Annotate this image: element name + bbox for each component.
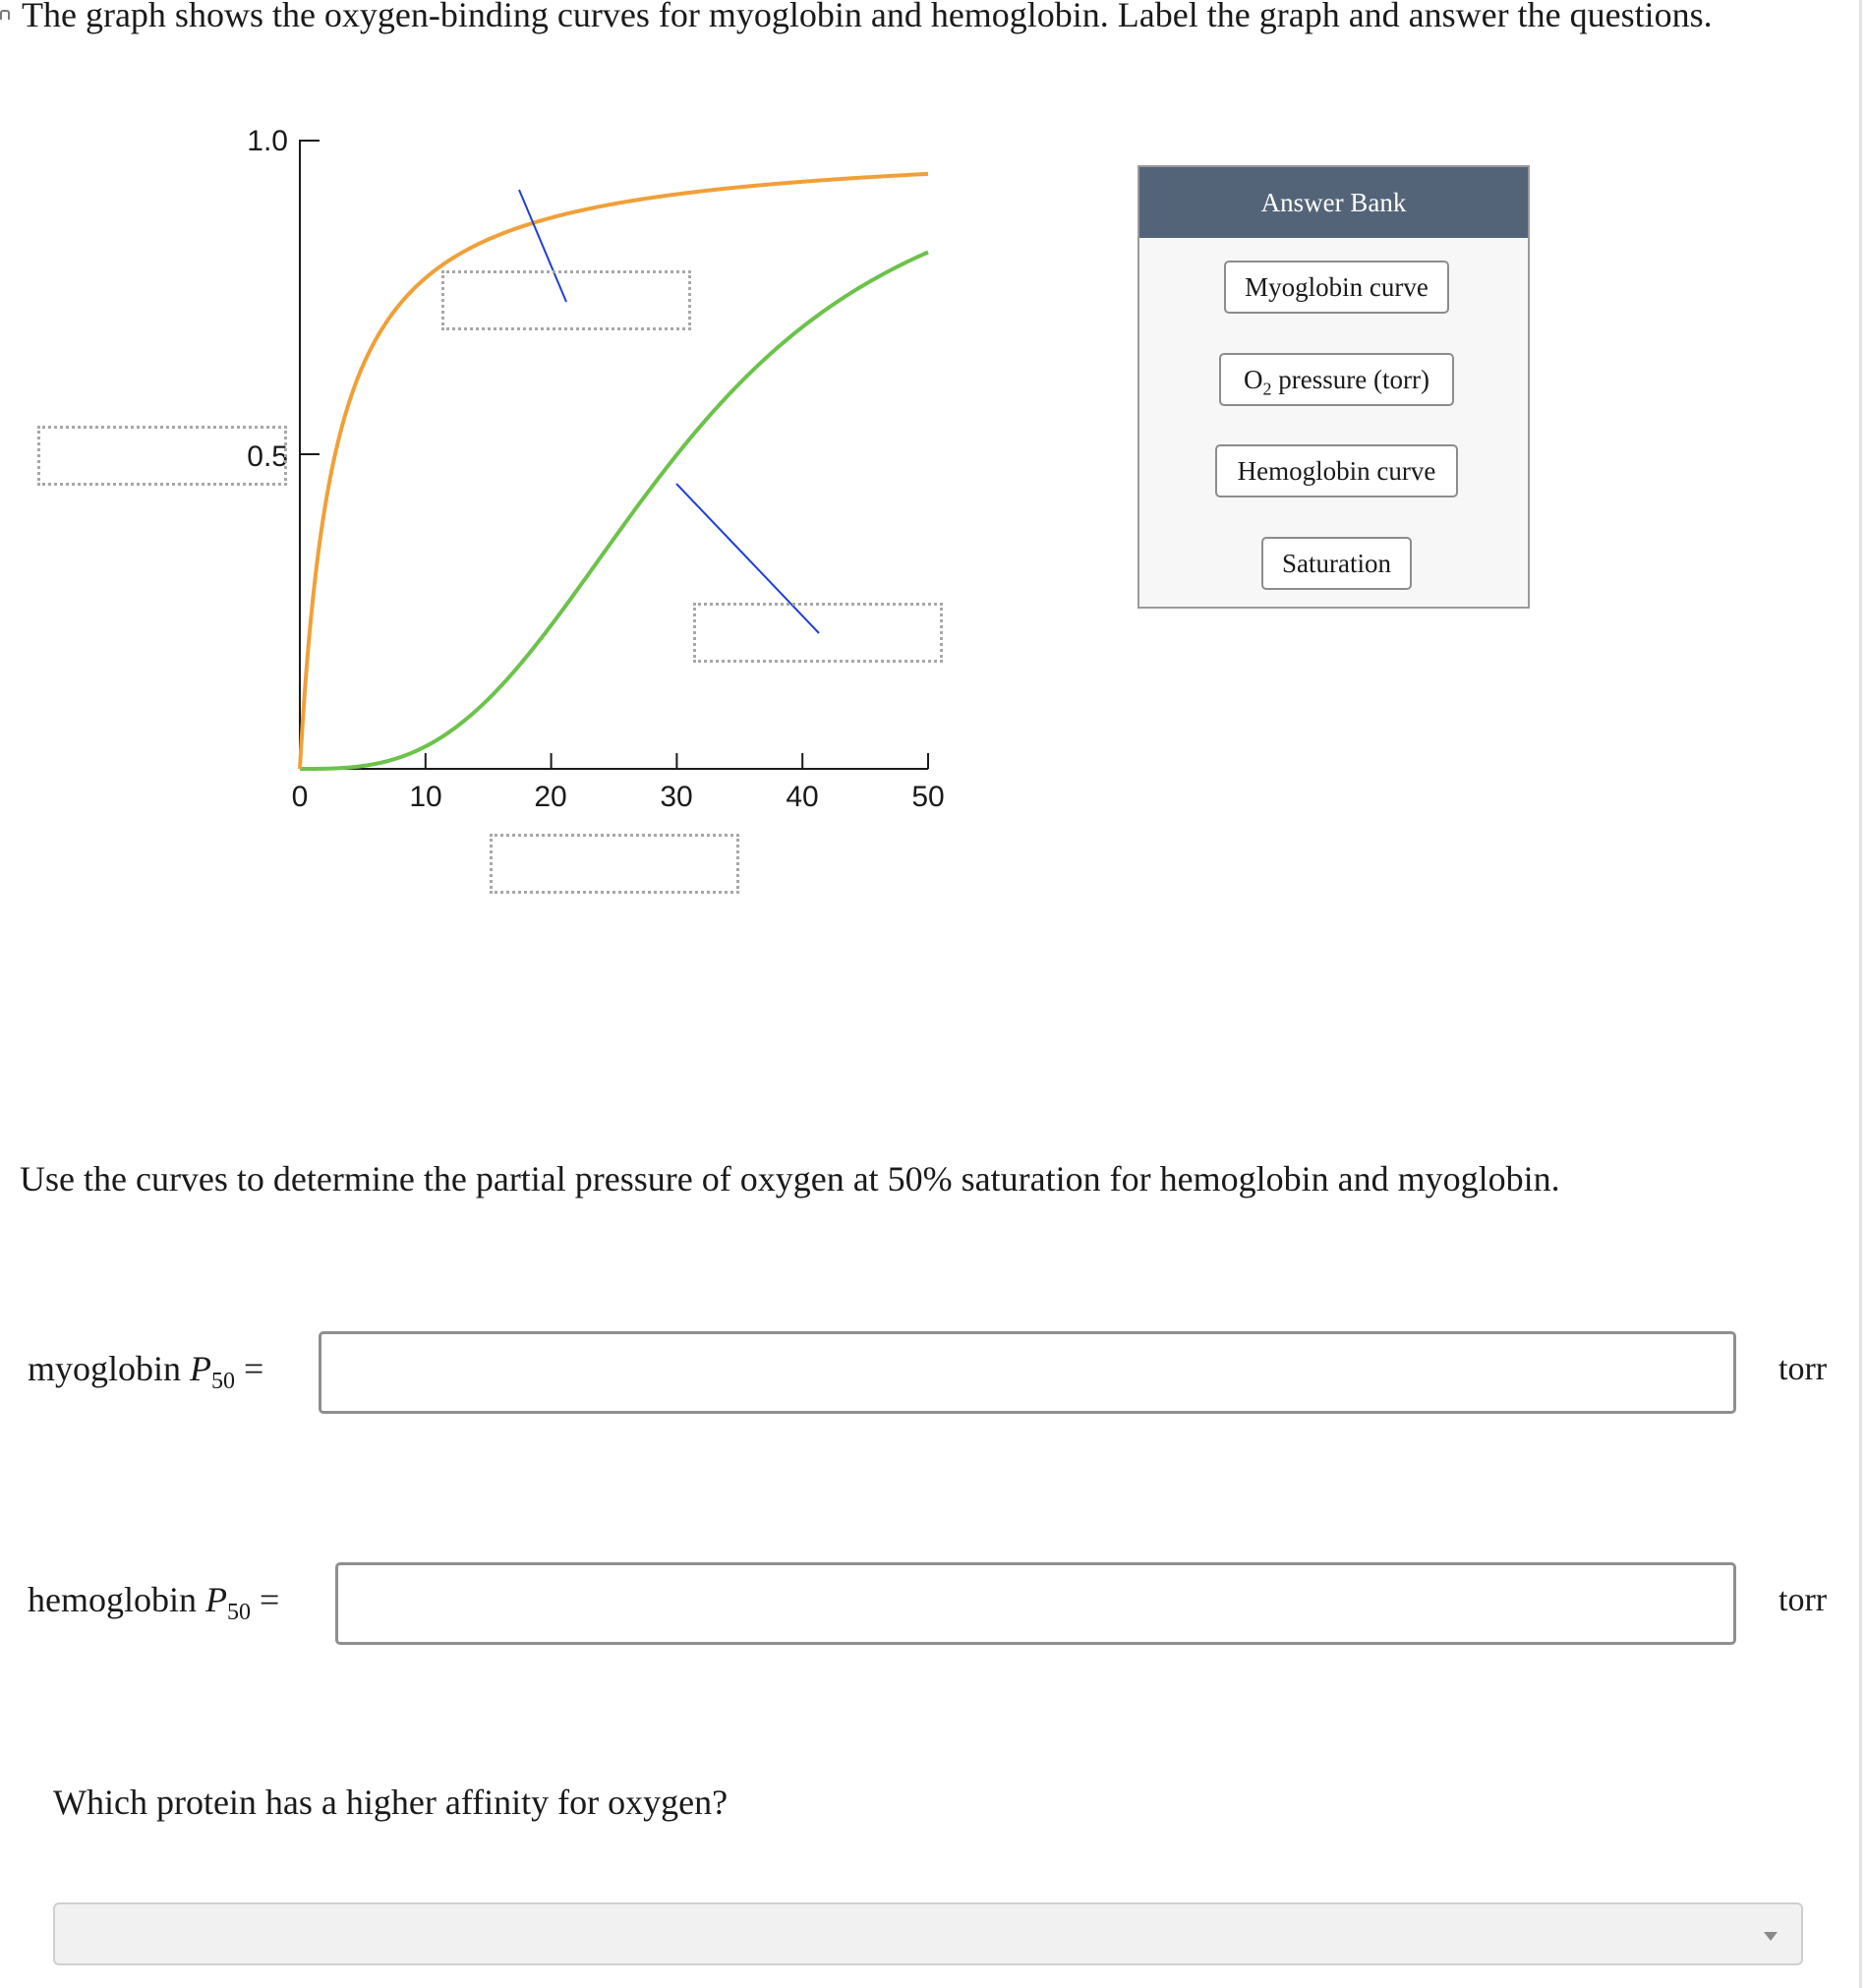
p50-eq: = — [235, 1349, 264, 1388]
x-tick-marks — [426, 753, 928, 769]
right-border — [1859, 0, 1862, 1988]
chip-label: Hemoglobin curve — [1237, 456, 1436, 486]
p50-eq: = — [250, 1580, 280, 1619]
y-tick-labels — [247, 125, 288, 473]
chip-label: pressure (torr) — [1271, 365, 1429, 394]
hemoglobin-p50-label — [28, 1579, 279, 1626]
affinity-select[interactable] — [53, 1902, 1803, 1965]
drop-target-myoglobin-curve[interactable] — [441, 270, 691, 330]
x-tick-label: 40 — [786, 781, 819, 813]
answer-bank-title: Answer Bank — [1139, 167, 1528, 238]
hemoglobin-unit: torr — [1779, 1582, 1828, 1618]
instruction-text: Use the curves to determine the partial pressure of oxygen at 50% saturation for hemoglobin and myoglobin. — [20, 1159, 1560, 1199]
y-tick-label: 1.0 — [247, 125, 288, 157]
p50-protein: hemoglobin — [28, 1580, 205, 1619]
p50-var: P — [204, 1580, 227, 1619]
myoglobin-p50-label — [28, 1348, 263, 1395]
chevron-down-icon — [1764, 1932, 1778, 1941]
drop-target-x-axis-label[interactable] — [490, 834, 739, 894]
affinity-question: Which protein has a higher affinity for oxygen? — [53, 1783, 729, 1822]
myoglobin-p50-input[interactable] — [319, 1331, 1736, 1414]
x-tick-label: 10 — [409, 781, 442, 813]
myoglobin-unit: torr — [1779, 1351, 1828, 1387]
y-tick-label: 0.5 — [247, 440, 288, 473]
p50-sub: 50 — [226, 1600, 251, 1626]
oxygen-binding-graph — [0, 0, 983, 816]
drop-target-hemoglobin-curve[interactable] — [693, 603, 943, 663]
myoglobin-curve — [300, 174, 928, 769]
p50-var: P — [190, 1349, 212, 1388]
prompt-title: The graph shows the oxygen-binding curves for myoglobin and hemoglobin. Label the graph and answer the questions. — [22, 0, 1713, 34]
answer-bank — [1137, 165, 1530, 609]
chip-myoglobin-curve[interactable] — [1224, 261, 1449, 314]
chip-label-subscript: 2 — [1262, 379, 1272, 399]
graph-axes — [300, 140, 928, 769]
chip-hemoglobin-curve[interactable] — [1215, 444, 1458, 497]
chip-saturation[interactable] — [1261, 537, 1412, 590]
x-tick-label: 50 — [911, 781, 945, 813]
chip-label: Saturation — [1282, 549, 1391, 578]
p50-sub: 50 — [211, 1369, 236, 1395]
chip-o2-pressure[interactable] — [1219, 353, 1454, 406]
x-tick-label: 30 — [660, 781, 693, 813]
p50-protein: myoglobin — [28, 1349, 191, 1388]
chip-label: Myoglobin curve — [1245, 272, 1429, 302]
chip-label: O — [1244, 365, 1263, 394]
x-tick-label: 0 — [291, 781, 309, 813]
drop-target-y-axis-label[interactable] — [37, 426, 287, 486]
x-tick-label: 20 — [534, 781, 567, 813]
hemoglobin-p50-input[interactable] — [335, 1562, 1736, 1645]
x-tick-labels — [292, 781, 945, 813]
